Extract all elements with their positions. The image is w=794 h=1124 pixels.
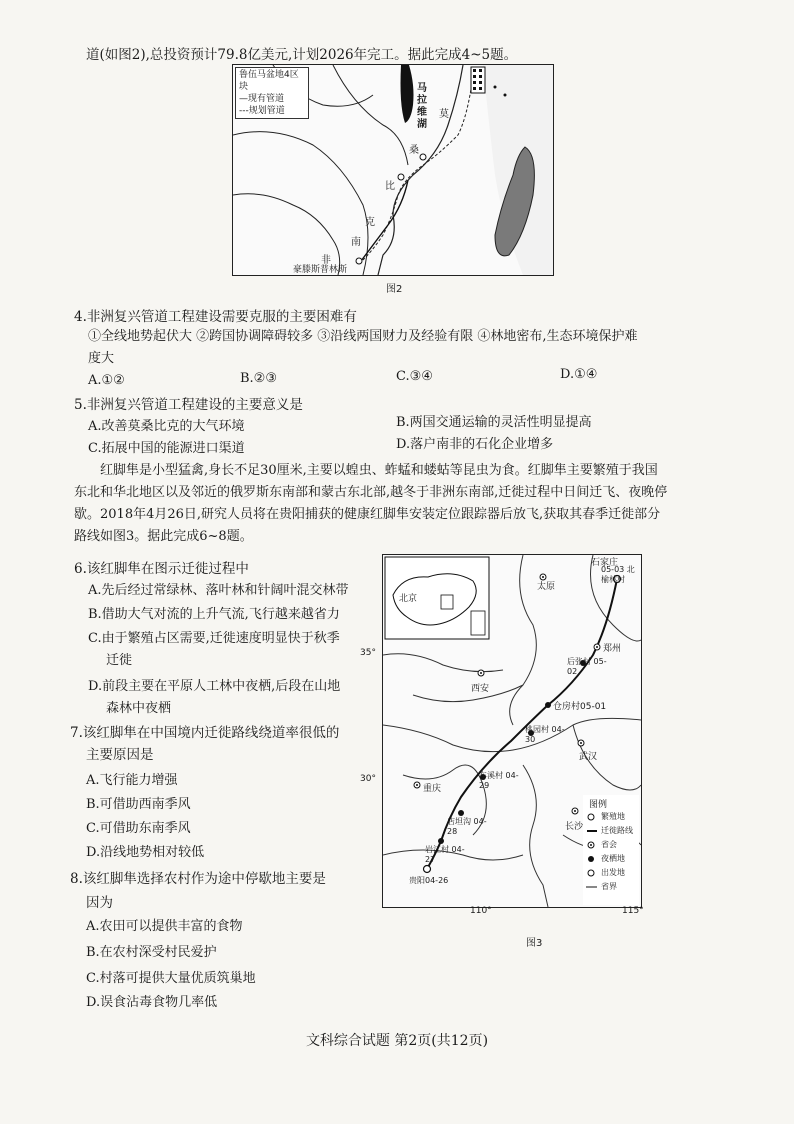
label-lake-3: 维 [417,107,427,118]
q6-stem: 6.该红脚隼在图示迁徙过程中 [74,561,249,577]
lake-malawi-shape [401,65,414,123]
passage-line-3: 歇。2018年4月26日,研究人员将在贵阳捕获的健康红脚隼安装定位跟踪器后放飞,获取其春季迁徙部分 [74,507,661,522]
legend-capital: 省会 [601,840,617,849]
label-chongqing: 重庆 [423,784,442,794]
q7-option-b[interactable]: B.可借助西南季风 [86,797,191,812]
label-beiyulin: 05-03 北榆林村 [601,565,635,584]
label-sa-1: 南 [351,237,361,248]
label-moz-4: 克 [365,217,375,228]
legend-border: 省界 [601,882,617,891]
label-guiyang: 贵阳04-26 [409,876,449,885]
q8-stem-2: 因为 [86,895,113,911]
legend-route: 迁徙路线 [601,826,633,835]
label-yanjiang: 岩江村 04-27 [425,845,465,864]
tick-lon115: 115° [622,906,644,916]
label-chexi: 车溪村 04-29 [479,771,519,790]
q5-stem: 5.非洲复兴管道工程建设的主要意义是 [74,397,303,413]
q7-stem-2: 主要原因是 [86,747,154,763]
figure2-legend [235,67,309,119]
page-footer: 文科综合试题 第2页(共12页) [305,1033,489,1049]
q5-option-d[interactable]: D.落户南非的石化企业增多 [396,437,554,452]
label-moz-1: 莫 [439,109,449,120]
stop-cangfang [545,702,551,708]
legend-breeding: 繁殖地 [601,812,625,821]
passage-line-4: 路线如图3。据此完成6~8题。 [74,529,253,544]
label-moz-2: 桑 [409,145,419,156]
label-taiyuan: 太原 [537,582,556,592]
figure2-caption: 图2 [386,284,403,295]
q8-stem-1: 8.该红脚隼选择农村作为途中停歇地主要是 [70,871,326,887]
figure3-map [382,554,642,908]
q4-option-b[interactable]: B.②③ [240,371,277,386]
q8-option-a[interactable]: A.农田可以提供丰富的食物 [86,919,243,934]
figure3-caption: 图3 [526,938,543,949]
tick-lon110: 110° [470,906,492,916]
label-diantan: 店坦沟 04-28 [447,817,487,836]
start-guiyang [424,866,431,873]
passage-line-2: 东北和华北地区以及邻近的俄罗斯东南部和蒙古东北部,越冬于非洲东南部,迁徙过程中日间迁飞、夜晚停 [74,485,668,500]
label-shijiazhuang: 石家庄 [591,558,619,568]
label-wuhan: 武汉 [579,752,598,762]
tick-lat35: 35° [360,648,376,658]
legend-planned: ---规划管道 [239,106,285,116]
q8-option-c[interactable]: C.村落可提供大量优质筑巢地 [86,971,256,986]
label-cangfang: 仓房村05-01 [553,702,607,712]
passage-line-1: 红脚隼是小型猛禽,身长不足30厘米,主要以蝗虫、蚱蜢和蝼蛄等昆虫为食。红脚隼主要繁殖于我国 [100,463,658,478]
label-sa-2: 非 [321,255,331,266]
label-changsha: 长沙 [565,822,584,832]
intro-line: 道(如图2),总投资预计79.8亿美元,计划2026年完工。据此完成4~5题。 [86,47,518,63]
label-lake-4: 湖 [417,119,427,130]
legend-night: 夜栖地 [601,854,625,863]
q4-option-c[interactable]: C.③④ [396,369,433,384]
q4-items-1: ①全线地势起伏大 ②跨国协调障碍较多 ③沿线两国财力及经验有限 ④林地密布,生态环境保护难 [88,329,638,344]
q7-option-c[interactable]: C.可借助东南季风 [86,821,191,836]
label-zhengzhou: 郑州 [603,644,622,654]
q4-option-a[interactable]: A.①② [88,373,125,388]
label-lake-1: 马 [417,83,427,94]
stop-yanjiang [438,838,444,844]
legend-existing: —现有管道 [239,94,285,104]
q5-option-c[interactable]: C.拓展中国的能源进口渠道 [88,441,245,456]
q6-option-c1[interactable]: C.由于繁殖占区需要,迁徙速度明显快于秋季 [88,631,340,646]
q6-option-b[interactable]: B.借助大气对流的上升气流,飞行越来越省力 [88,607,340,622]
q4-stem: 4.非洲复兴管道工程建设需要克服的主要困难有 [74,309,357,325]
legend-block: 鲁伍马盆地4区块 [239,70,299,92]
q6-option-d1[interactable]: D.前段主要在平原人工林中夜栖,后段在山地 [88,679,341,694]
figure2-map [232,64,554,276]
label-xian: 西安 [471,684,490,694]
q4-option-d[interactable]: D.①④ [560,367,598,382]
label-houzhang: 后张村 05-02 [567,657,607,676]
label-moz-3: 比 [385,181,395,192]
q6-option-a[interactable]: A.先后经过常绿林、落叶林和针阔叶混交林带 [88,583,349,598]
q6-option-d2: 森林中夜栖 [106,701,172,716]
q5-option-a[interactable]: A.改善莫桑比克的大气环境 [88,419,245,434]
label-lake-2: 拉 [417,95,427,106]
legend-title: 图例 [589,800,608,810]
label-taoyuan: 桃园村 04-30 [525,725,565,744]
tick-lat30: 30° [360,774,376,784]
q4-items-2: 度大 [88,351,115,366]
q8-option-d[interactable]: D.误食沾毒食物几率低 [86,995,218,1010]
q5-option-b[interactable]: B.两国交通运输的灵活性明显提高 [396,415,592,430]
q7-option-a[interactable]: A.飞行能力增强 [86,773,178,788]
label-beijing: 北京 [399,594,418,604]
label-city: 豪滕斯普林斯 [293,265,348,275]
stop-diantan [458,810,464,816]
q7-stem-1: 7.该红脚隼在中国境内迁徙路线绕道率很低的 [70,725,340,741]
legend-start: 出发地 [601,868,625,877]
q8-option-b[interactable]: B.在农村深受村民爱护 [86,945,217,960]
q6-option-c2: 迁徙 [106,653,133,668]
q7-option-d[interactable]: D.沿线地势相对较低 [86,845,205,860]
